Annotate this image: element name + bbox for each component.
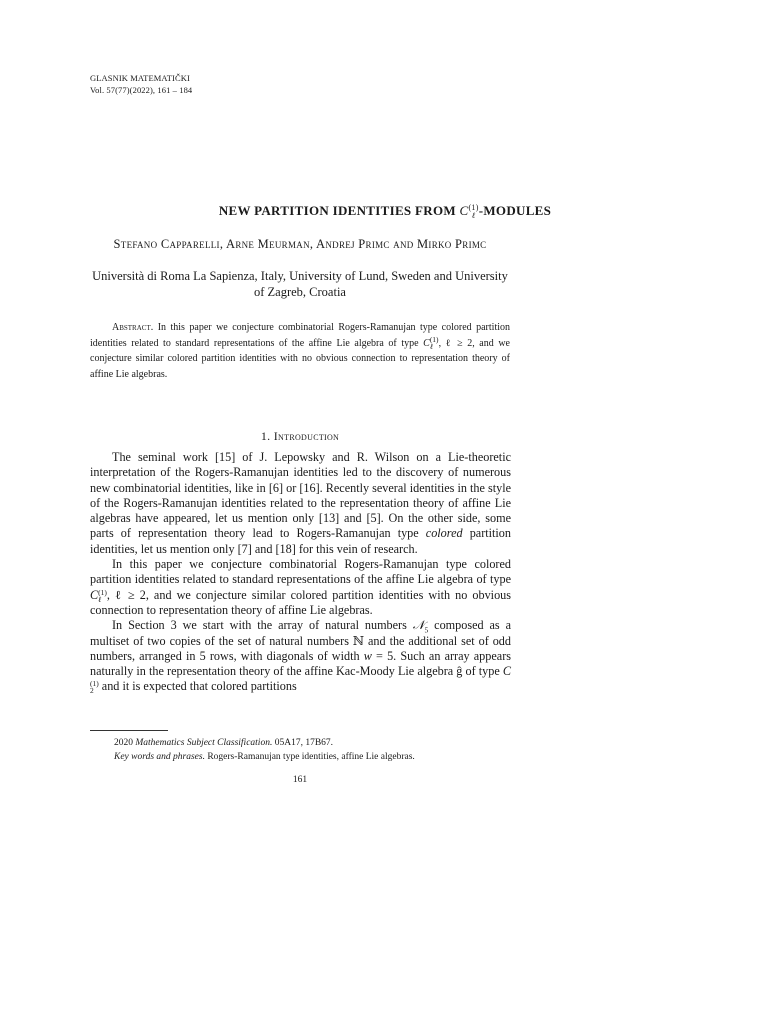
journal-volume: Vol. 57(77)(2022), 161 – 184 bbox=[90, 85, 193, 95]
abstract-math-sub: ℓ bbox=[429, 341, 433, 351]
p1-text-b: partition identities, let us mention only [7] and [18] for this vein of research. bbox=[90, 526, 511, 556]
journal-header bbox=[90, 72, 192, 96]
p1-emphasis: colored bbox=[425, 526, 463, 541]
footnote-keywords bbox=[114, 750, 534, 764]
p3-text-c: = 5. Such an array appears naturally in the representation theory of the affine Kac-Moody Lie algebra bbox=[90, 648, 511, 679]
p2-text-a: In this paper we conjecture combinatorial Rogers-Ramanujan type colored partition identities related to standard representations of the affine Lie algebra of type bbox=[90, 557, 511, 587]
page-number: 161 bbox=[292, 775, 308, 785]
title-prefix: NEW PARTITION IDENTITIES FROM bbox=[218, 203, 460, 218]
p3-text-a: In Section 3 we start with the array of natural numbers bbox=[112, 618, 413, 633]
paper-title bbox=[0, 203, 770, 220]
section-title: Introduction bbox=[273, 429, 340, 443]
p3-text-e: and it is expected that colored partitions bbox=[98, 679, 297, 694]
journal-name: GLASNIK MATEMATIČKI bbox=[90, 73, 190, 83]
p2-math-sup: (1) bbox=[98, 587, 107, 597]
paragraph-1 bbox=[90, 450, 511, 557]
p2-text-b: , ℓ ≥ 2, and we conjecture similar colored partition identities with no obvious connection to representation theory of affine Lie algebras. bbox=[90, 587, 511, 617]
abstract-math-C: C bbox=[423, 337, 430, 349]
p3-text-d: of type bbox=[462, 664, 503, 679]
abstract bbox=[90, 320, 510, 382]
affiliation: Università di Roma La Sapienza, Italy, University of Lund, Sweden and University of Zagreb, Croatia bbox=[92, 269, 508, 299]
footnote-rule bbox=[90, 730, 168, 731]
p3-math-C: C bbox=[502, 664, 511, 679]
msc-value: 05A17, 17B67. bbox=[272, 738, 334, 748]
abstract-label: Abstract. bbox=[112, 322, 154, 333]
abstract-text-1: In this paper we conjecture combinatorial Rogers-Ramanujan type colored partition identities related to standard representations of the affine Lie algebra of type bbox=[90, 322, 510, 349]
paragraph-3 bbox=[90, 618, 511, 694]
p3-text-b: composed as a multiset of two copies of the set of natural numbers ℕ and the additional set of odd numbers, arranged in 5 rows, with diagonals of width bbox=[90, 618, 512, 663]
section-number: 1. bbox=[260, 429, 271, 443]
p3-math-sup: (1) bbox=[90, 679, 99, 689]
p3-math-sub: 2 bbox=[90, 686, 94, 696]
msc-label: Mathematics Subject Classification. bbox=[135, 738, 273, 748]
p1-text-a: The seminal work [15] of J. Lepowsky and R. Wilson on a Lie-theoretic interpretation of the Rogers-Ramanujan identities led to the discovery of numerous new combinatorial identities, like in [6] or [16]. Recently several identities in the style of the Rogers-Ramanujan identities related to the representation theory of affine Lie algebras have appeared, let us mention only [13] and [5]. On the other side, some parts of representation theory lead to Rogers-Ramanujan type bbox=[90, 450, 511, 541]
keywords-value: Rogers-Ramanujan type identities, affine Lie algebras. bbox=[204, 752, 415, 762]
p2-math-sub: ℓ bbox=[98, 594, 102, 604]
title-math-C: C bbox=[459, 203, 469, 218]
p3-math-N-sub: 5 bbox=[424, 625, 429, 635]
abstract-math-sup: (1) bbox=[429, 334, 439, 344]
p3-math-N: 𝒩 bbox=[412, 618, 425, 633]
title-math-sub: ℓ bbox=[471, 211, 476, 220]
p2-math-C: C bbox=[90, 587, 99, 602]
p3-math-g: ĝ bbox=[456, 664, 463, 679]
section-heading bbox=[90, 429, 510, 444]
author-list: Stefano Capparelli, Arne Meurman, Andrej Primc and Mirko Primc bbox=[113, 237, 487, 251]
abstract-text-2: , ℓ ≥ 2, and we conjecture similar colored partition identities with no obvious connection to representation theory of affine Lie algebras. bbox=[90, 337, 510, 380]
paragraph-2 bbox=[90, 557, 511, 618]
footnote-msc bbox=[114, 736, 534, 750]
footnotes bbox=[114, 736, 534, 764]
keywords-label: Key words and phrases. bbox=[114, 752, 205, 762]
title-math-sup: (1) bbox=[468, 203, 479, 212]
body-text bbox=[90, 450, 511, 695]
p3-math-w: w bbox=[363, 648, 372, 663]
title-suffix: -MODULES bbox=[478, 203, 552, 218]
msc-year: 2020 bbox=[114, 738, 136, 748]
